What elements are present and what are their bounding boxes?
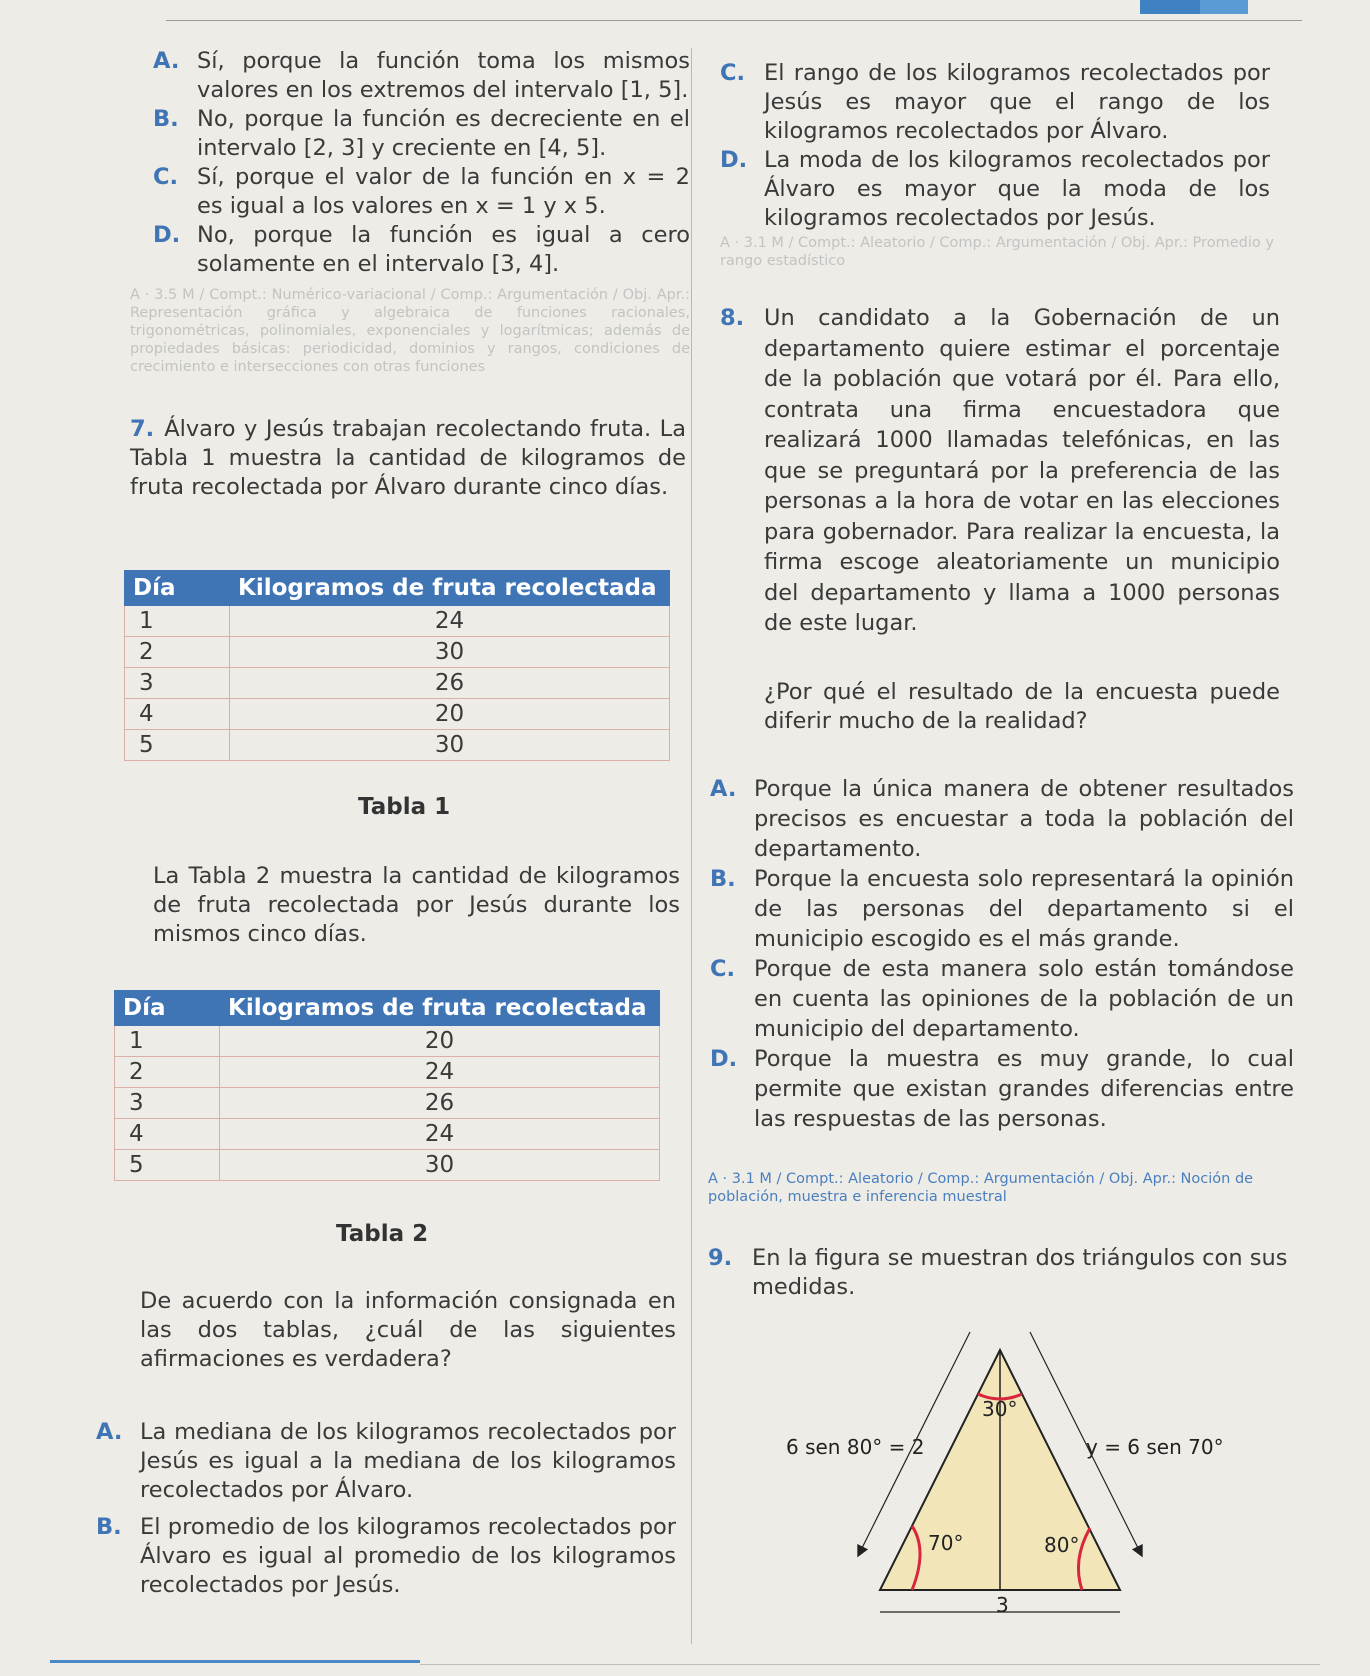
q7-intro: 7. Álvaro y Jesús trabajan recolectando fruta. La Tabla 1 muestra la cantidad de kilogramos de fruta recolectada por Álvaro durante cinco días. <box>130 416 686 500</box>
table-row: 4 24 <box>115 1119 660 1150</box>
table-1-caption: Tabla 1 <box>358 794 451 820</box>
table-row: 2 30 <box>125 637 670 668</box>
q7-mid-text: La Tabla 2 muestra la cantidad de kilogramos de fruta recolectada por Jesús durante los mismos cinco días. <box>153 863 680 947</box>
q7-option-d[interactable]: D. La moda de los kilogramos recolectados por Álvaro es mayor que la moda de los kilogramos recolectados por Jesús. <box>720 147 1270 231</box>
header-rule <box>166 20 1302 21</box>
q7-options-right <box>720 59 1270 233</box>
q7-option-a[interactable]: A. La mediana de los kilogramos recolectados por Jesús es igual a la mediana de los kilogramos recolectados por Álvaro. <box>96 1419 676 1503</box>
table-1-header-day: Día <box>125 571 230 606</box>
angle-label-right: 80° <box>1044 1533 1080 1557</box>
column-divider <box>691 48 692 1644</box>
table-1-header-kg: Kilogramos de fruta recolectada <box>230 571 670 606</box>
prev-question-options <box>153 47 690 279</box>
prev-option-a[interactable]: A. Sí, porque la función toma los mismos valores en los extremos del intervalo [1, 5]. <box>153 48 690 103</box>
footer-accent-bar <box>50 1660 420 1663</box>
right-side-label: y = 6 sen 70° <box>1086 1435 1224 1459</box>
q8-note: A · 3.1 M / Compt.: Aleatorio / Comp.: Argumentación / Obj. Apr.: Noción de población, muestra e inferencia muestral <box>708 1171 1254 1205</box>
q8-option-c[interactable]: C. Porque de esta manera solo están tomándose en cuenta las opiniones de la población de un municipio del departamento. <box>710 956 1294 1042</box>
left-side-label: 6 sen 80° = 2 <box>786 1435 925 1459</box>
table-row: 5 30 <box>115 1150 660 1181</box>
q7-options-left <box>96 1418 676 1600</box>
table-2-header-kg: Kilogramos de fruta recolectada <box>220 991 660 1026</box>
table-2 <box>114 990 660 1181</box>
angle-label-top: 30° <box>982 1397 1018 1421</box>
table-2-caption: Tabla 2 <box>336 1221 429 1247</box>
footer-rule <box>420 1664 1320 1665</box>
table-row: 3 26 <box>115 1088 660 1119</box>
table-row: 1 24 <box>125 606 670 637</box>
prev-option-b[interactable]: B. No, porque la función es decreciente en el intervalo [2, 3] y creciente en [4, 5]. <box>153 106 690 161</box>
q7-option-c[interactable]: C. El rango de los kilogramos recolectados por Jesús es mayor que el rango de los kilogramos recolectados por Álvaro. <box>720 60 1270 144</box>
table-row: 2 24 <box>115 1057 660 1088</box>
table-row: 4 20 <box>125 699 670 730</box>
triangle-figure <box>760 1330 1240 1630</box>
table-row: 3 26 <box>125 668 670 699</box>
q8-option-b[interactable]: B. Porque la encuesta solo representará la opinión de las personas del departamento si el municipio escogido es el más grande. <box>710 866 1294 952</box>
table-1 <box>124 570 670 761</box>
prev-question-note: A · 3.5 M / Compt.: Numérico-variacional / Comp.: Argumentación / Obj. Apr.: Representación gráfica y algebraica de funciones racionales, trigonométricas, polinomiales, exponenciales y logarítmicas; además de propiedades básicas: periodicidad, dominios y rangos, condiciones de crecimiento e intersecciones con otras funciones <box>130 287 690 375</box>
header-color-bar-accent <box>1200 0 1248 14</box>
q8-text: 8. Un candidato a la Gobernación de un departamento quiere estimar el porcentaje de la población que votará por él. Para ello, contrata una firma encuestadora que realizará 1000 llamadas telefónicas, en las que se preguntará por la preferencia de las personas a la hora de votar en las elecciones para gobernador. Para realizar la encuesta, la firma escoge aleatoriamente un municipio del departamento y llama a 1000 personas de este lugar. <box>720 305 1280 636</box>
angle-label-left: 70° <box>928 1531 964 1555</box>
q8-option-d[interactable]: D. Porque la muestra es muy grande, lo cual permite que existan grandes diferencias entre las respuestas de las personas. <box>710 1046 1294 1132</box>
q7-question: De acuerdo con la información consignada en las dos tablas, ¿cuál de las siguientes afirmaciones es verdadera? <box>140 1288 676 1372</box>
table-row: 1 20 <box>115 1026 660 1057</box>
base-label: 3 <box>996 1593 1009 1617</box>
q7-note: A · 3.1 M / Compt.: Aleatorio / Comp.: Argumentación / Obj. Apr.: Promedio y rango estadístico <box>720 235 1274 269</box>
table-2-header-day: Día <box>115 991 220 1026</box>
q9-text: 9. En la figura se muestran dos triángulos con sus medidas. <box>708 1245 1288 1300</box>
q7-option-b[interactable]: B. El promedio de los kilogramos recolectados por Álvaro es igual al promedio de los kilogramos recolectados por Jesús. <box>96 1514 676 1598</box>
q8-question: ¿Por qué el resultado de la encuesta puede diferir mucho de la realidad? <box>764 679 1280 734</box>
prev-option-c[interactable]: C. Sí, porque el valor de la función en x = 2 es igual a los valores en x = 1 y x 5. <box>153 164 690 219</box>
prev-option-d[interactable]: D. No, porque la función es igual a cero solamente en el intervalo [3, 4]. <box>153 222 690 277</box>
q8-options <box>710 774 1294 1134</box>
table-row: 5 30 <box>125 730 670 761</box>
q8-option-a[interactable]: A. Porque la única manera de obtener resultados precisos es encuestar a toda la población del departamento. <box>710 776 1294 862</box>
